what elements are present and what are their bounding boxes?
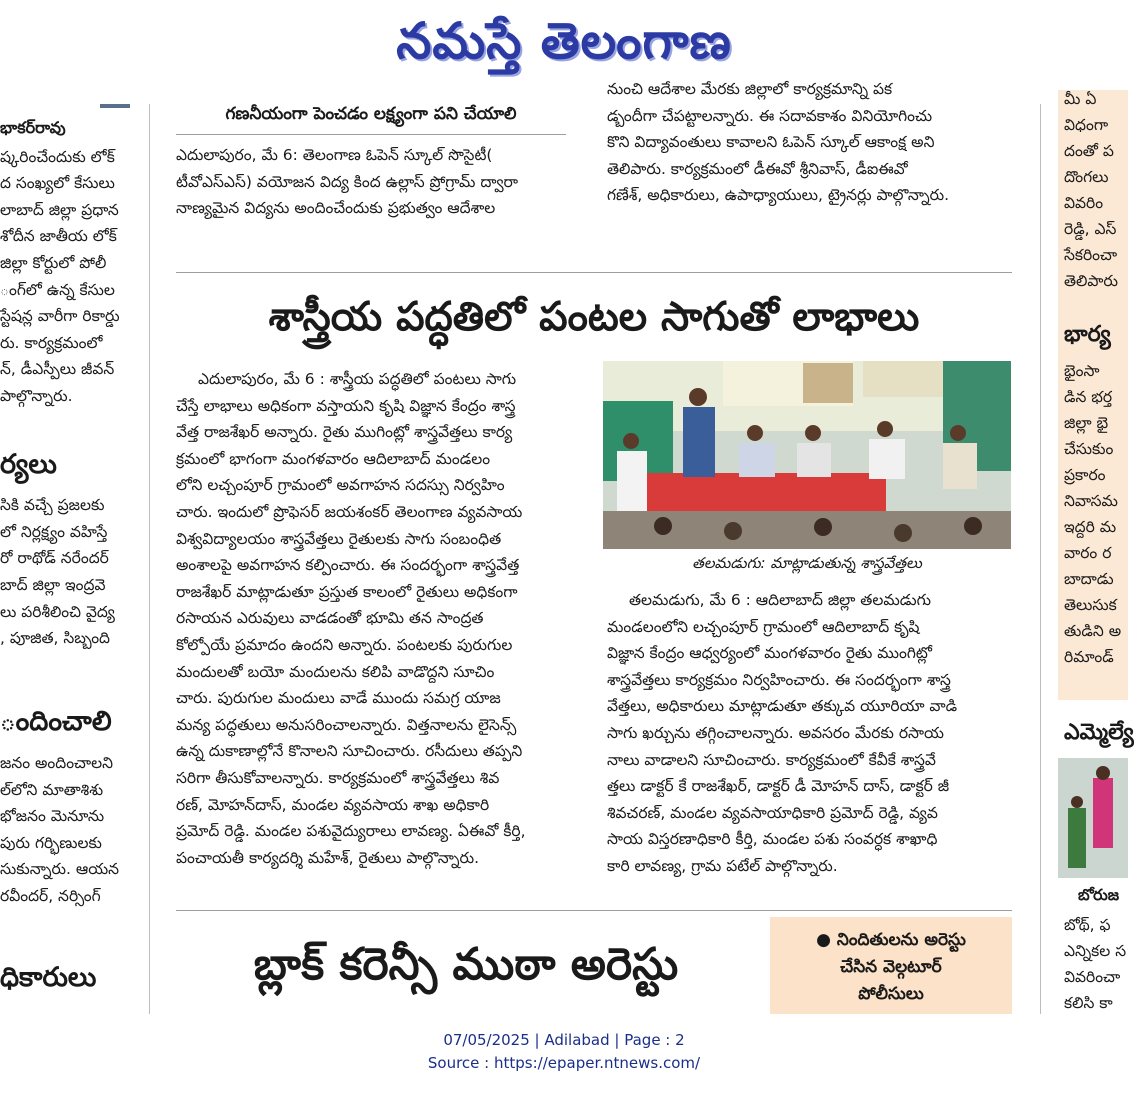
text-line: అంశాలపై అవగాహన కల్పించారు. ఈ సందర్భంగా శాస్త్రవేత్త — [176, 556, 520, 575]
right-line: దొంగలు — [1064, 168, 1109, 186]
left-line: ంగ్‌లో ఉన్న కేసుల — [0, 281, 115, 299]
text-line: ఎదులాపురం, మే 6: తెలంగాణ ఓపెన్ స్కూల్ సొసైటీ( — [176, 146, 493, 164]
top-article-col2 — [607, 80, 1017, 242]
text-line: క్రమంలో భాగంగా మంగళవారం ఆదిలాబాద్ మండలం — [176, 449, 491, 468]
pull-quote-line: చేసిన వెల్గటూర్ — [840, 957, 942, 977]
column-divider — [1040, 104, 1041, 1014]
text-line: గణేశ్, అధికారులు, ఉపాధ్యాయులు, ట్రైనర్లు పాల్గొన్నారు. — [607, 186, 950, 205]
text-line: చేస్తే లాభాలు అధికంగా వస్తాయని కృషి విజ్ఞాన కేంద్రం శాస్త్ర — [176, 396, 516, 415]
text-line: మన్య పద్ధతులు అనుసరించాలన్నారు. విత్తనాలను లైసెన్స్ — [176, 715, 517, 734]
top-article-col1 — [176, 142, 586, 242]
left-heading: ర్యలు — [0, 449, 57, 480]
left-heading: ధికారులు — [0, 962, 97, 993]
footer-edition-info: 07/05/2025 | Adilabad | Page : 2 — [443, 1031, 685, 1049]
text-line: మందులతో బయో మందులను కలిపి వాడొద్దని సూచిం — [176, 662, 495, 681]
pull-quote-box — [770, 917, 1012, 1014]
right-line: చేసుకుం — [1064, 440, 1114, 458]
text-line: ఎదులాపురం, మే 6 : శాస్త్రీయ పద్ధతిలో పంటలు సాగు — [198, 370, 517, 388]
pull-quote-line: పోలీసులు — [858, 984, 924, 1004]
right-line: బోథ్, ఫ — [1064, 916, 1111, 934]
left-heading: ందించాలి — [0, 706, 112, 737]
right-line: తుడిని అ — [1064, 622, 1122, 640]
right-line: రెడ్డి, ఎస్ — [1064, 220, 1117, 238]
text-line: కొని విద్యావంతులు కావాలని ఓపెన్ స్కూల్ ఆకాంక్ష అని — [607, 133, 935, 152]
text-line: పంచాయతీ కార్యదర్శి మహేశ్, రైతులు పాల్గొన్నారు. — [176, 848, 479, 867]
right-line: విధంగా — [1064, 116, 1109, 134]
right-line: తెలుసుక — [1064, 596, 1117, 614]
right-photo — [1058, 758, 1128, 878]
right-line: సేకరించా — [1064, 246, 1118, 264]
right-line: దంతో ప — [1064, 142, 1114, 160]
right-line: బాదాడు — [1064, 570, 1114, 588]
pull-quote-line — [770, 927, 1012, 954]
left-photo-strip — [100, 104, 130, 108]
text-line: శివచరణ్, మండల వ్యవసాయాధికారి ప్రమోద్ రెడ్డి, వ్యవ — [607, 803, 938, 822]
photo-illustration — [603, 361, 1011, 549]
right-line: వివరించా — [1064, 968, 1121, 986]
top-article-subhead: గణనీయంగా పెంచడం లక్ష్యంగా పని చేయాలి — [225, 104, 517, 124]
left-line: లు పరిశీలించి వైద్య — [0, 603, 115, 621]
left-line: పాల్గొన్నారు. — [0, 387, 73, 405]
text-line: సాగు ఖర్చును తగ్గించాలన్నారు. అవసరం మేరకు రసాయ — [607, 723, 944, 742]
farmers-meeting-photo — [603, 361, 1011, 549]
section-divider — [176, 910, 1012, 911]
left-line: సికి వచ్చే ప్రజలకు — [0, 496, 105, 514]
right-line: డిన భర్త — [1064, 388, 1113, 406]
right-line: తెలిపారు — [1064, 272, 1118, 290]
text-line: వేత్త రాజశేఖర్ అన్నారు. రైతు ముగింట్లో శాస్త్రవేత్తలు కార్య — [176, 423, 513, 442]
left-column — [0, 104, 146, 1014]
text-line: కోల్పోయే ప్రమాదం ఉందని అన్నారు. పంటలకు పురుగుల — [176, 635, 513, 654]
left-line: న్, డీఎస్పీలు జీవన్ — [0, 360, 115, 378]
bottom-headline: బ్లాక్ కరెన్సీ ముఠా అరెస్టు — [253, 939, 679, 990]
left-line: ష్కరించేందుకు లోక్ — [0, 148, 115, 166]
right-heading: ఎమ్మెల్యే — [1064, 720, 1134, 745]
left-line: , పూజిత, సిబ్బంది — [0, 629, 110, 647]
right-line: ఇద్దరి మ — [1064, 518, 1117, 536]
right-line: ఎన్నికల స — [1064, 942, 1127, 960]
text-line: సాయ విస్తరణాధికారి కీర్తి, మండల పశు సంవర్ధక శాఖాధి — [607, 830, 938, 849]
text-line: టీవోఎస్‌ఎస్) వయోజన విద్య కింద ఉల్లాస్ ప్రోగ్రామ్ ద్వారా — [176, 172, 519, 191]
right-line: నివాసమ — [1064, 492, 1118, 510]
right-line: ప్రకారం — [1064, 466, 1106, 484]
section-divider — [176, 272, 1012, 273]
text-line: సరిగా తీసుకోవాలన్నారు. కార్యక్రమంలో శాస్త్రవేత్తలు శివ — [176, 768, 500, 787]
text-line: ప్రమోద్ రెడ్డి. మండల పశువైద్యురాలు లావణ్య. ఏఈవో కీర్తి, — [176, 822, 526, 841]
text-line: నుంచి ఆదేశాల మేరకు జిల్లాలో కార్యక్రమాన్ని పక — [607, 80, 893, 98]
text-line: శాస్త్రవేత్తలు కార్యక్రమం నిర్వహించారు. ఈ సందర్భంగా శాస్త్ర — [607, 670, 951, 689]
left-line: సుకున్నారు. ఆయన — [0, 860, 120, 878]
text-line: తెలిపారు. కార్యక్రమంలో డీఈవో శ్రీనివాస్, డీఐఈవో — [607, 159, 908, 178]
right-photo-caption: బోరుజ — [1078, 886, 1120, 904]
text-line: తలమడుగు, మే 6 : ఆదిలాబాద్ జిల్లా తలమడుగు — [629, 591, 931, 609]
text-line: ఉన్న దుకాణాల్లోనే కొనాలని సూచించారు. రసీదులు తప్పని — [176, 742, 523, 761]
left-line: లో నిర్లక్ష్యం వహిస్తే — [0, 523, 108, 541]
left-line: పురు గర్భిణులకు — [0, 834, 102, 852]
left-line: లాబాద్ జిల్లా ప్రధాన — [0, 201, 119, 219]
text-line: రణ్, మోహన్‌దాస్, మండల వ్యవసాయ శాఖ అధికారి — [176, 795, 490, 814]
left-line: రు. కార్యక్రమంలో — [0, 334, 103, 352]
left-line: బాద్ జిల్లా ఇంద్రవె — [0, 576, 106, 594]
left-line: జిల్లా కోర్టులో పోలీ — [0, 254, 107, 272]
right-line: జిల్లా భై — [1064, 414, 1109, 432]
text-line: డ్బందీగా చేపట్టాలన్నారు. ఈ సదావకాశం వినియోగించు — [607, 106, 933, 125]
text-line: విశ్వవిద్యాలయం శాస్త్రవేత్తలు రైతులకు సాగు సంబంధిత — [176, 529, 502, 548]
right-line: వివరిం — [1064, 194, 1104, 212]
main-headline: శాస్త్రీయ పద్ధతిలో పంటల సాగుతో లాభాలు — [268, 294, 920, 340]
text-line: చారు. ఇందులో ప్రొఫెసర్ జయశంకర్ తెలంగాణ వ్యవసాయ — [176, 502, 523, 521]
right-line: మీ ఏ — [1064, 90, 1097, 108]
footer-source-link[interactable]: Source : https://epaper.ntnews.com/ — [427, 1054, 701, 1072]
right-line: భైంసా — [1064, 362, 1100, 380]
text-line: రసాయన ఎరువులు వాడడంతో భూమి తన సాంద్రత — [176, 609, 484, 628]
left-line: ల్‌లోని మాతాశిశు — [0, 781, 104, 799]
bullet-icon: ● — [816, 930, 831, 950]
text-line: చారు. పురుగుల మందులు వాడే ముందు సమగ్ర యాజ — [176, 689, 501, 708]
masthead-title: నమస్తే తెలంగాణ — [396, 11, 732, 70]
text-line: కారి లావణ్య, గ్రామ పటేల్ పాల్గొన్నారు. — [607, 856, 838, 875]
right-line: రిమాండ్ — [1064, 648, 1114, 666]
left-byline: భాకర్‌రావు — [0, 118, 66, 137]
text-line: నాలు వాడాలని సూచించారు. కార్యక్రమంలో కేవీకే శాస్త్రవే — [607, 750, 936, 769]
left-line: ద సంఖ్యలో కేసులు — [0, 174, 115, 192]
text-line: లోని లచ్చంపూర్ గ్రామంలో అవగాహన సదస్సు నిర్వహిం — [176, 476, 505, 495]
left-line: భోజనం మెనూను — [0, 807, 105, 825]
right-line: వారం ర — [1064, 544, 1112, 562]
right-line: కలిసి కా — [1064, 994, 1113, 1012]
pull-quote-text: నిందితులను అరెస్టు — [836, 930, 966, 950]
left-line: శోదీన జాతీయ లోక్ — [0, 227, 117, 245]
main-article-col1 — [176, 366, 588, 896]
left-line: రవీందర్, నర్సింగ్ — [0, 887, 101, 905]
right-heading: భార్య — [1064, 322, 1111, 347]
text-line: త్తలు డాక్టర్ కే రాజశేఖర్, డాక్టర్ డీ మోహన్ దాస్, డాక్టర్ జీ — [607, 777, 950, 796]
text-line: విజ్ఞాన కేంద్రం ఆధ్వర్యంలో మంగళవారం రైతు ముంగిట్లో — [607, 644, 933, 663]
subhead-underline — [176, 134, 566, 135]
main-article-col2 — [607, 587, 1017, 892]
text-line: మండలంలోని లచ్చంపూర్ గ్రామంలో ఆదిలాబాద్ కృషి — [607, 617, 920, 636]
text-line: రాజశేఖర్ మాట్లాడుతూ ప్రస్తుత కాలంలో రైతులు అధికంగా — [176, 582, 518, 601]
right-photo-illustration — [1058, 758, 1128, 878]
text-line: నాణ్యమైన విద్యను అందించేందుకు ప్రభుత్వం ఆదేశాల — [176, 199, 496, 218]
left-line: జనం అందించాలని — [0, 754, 114, 772]
left-line: స్టేషన్ల వారీగా రికార్డు — [0, 307, 120, 325]
right-column — [1058, 90, 1134, 1015]
photo-caption: తలమడుగు: మాట్లాడుతున్న శాస్త్రవేత్తలు — [692, 554, 922, 572]
left-line: రో రాథోడ్ నరేందర్ — [0, 549, 109, 567]
text-line: వేత్తలు, అధికారులు మాట్లాడుతూ తక్కువ యూరియా వాడి — [607, 697, 958, 716]
column-divider — [149, 104, 150, 1014]
